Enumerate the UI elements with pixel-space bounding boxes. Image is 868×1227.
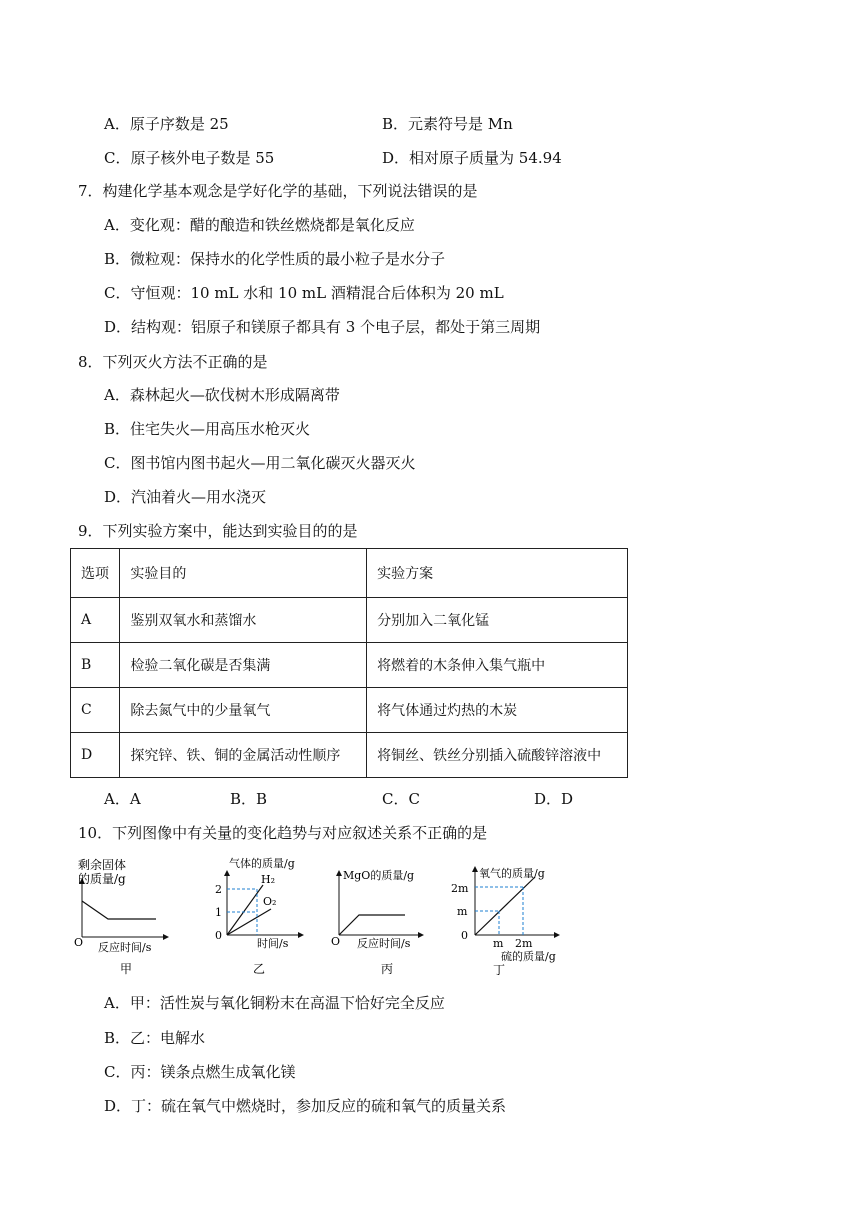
- q6-option-b: B．元素符号是 Mn: [382, 115, 513, 133]
- q7-stem: 7．构建化学基本观念是学好化学的基础，下列说法错误的是: [78, 182, 478, 200]
- table-cell: 分别加入二氧化锰: [367, 598, 628, 643]
- graph-ding-xlabel: 硫的质量/g: [501, 950, 556, 963]
- table-header-row: [71, 549, 628, 598]
- graph-yi-line-o2: O₂: [263, 895, 277, 908]
- q10-stem: 10．下列图像中有关量的变化趋势与对应叙述关系不正确的是: [78, 824, 488, 842]
- graph-yi-origin: 0: [215, 929, 222, 942]
- table-row: [71, 733, 628, 778]
- graph-jia: [68, 855, 178, 980]
- graph-yi-tick-2: 2: [215, 883, 222, 896]
- q10-option-d: D．丁：硫在氧气中燃烧时，参加反应的硫和氧气的质量关系: [104, 1097, 507, 1115]
- table-cell: 将气体通过灼热的木炭: [367, 688, 628, 733]
- table-cell: A: [71, 598, 120, 643]
- table-cell: 鉴别双氧水和蒸馏水: [120, 598, 367, 643]
- graph-jia-ylabel1: 剩余固体: [78, 858, 127, 872]
- table-header-cell: 选项: [71, 549, 120, 598]
- table-cell: 探究锌、铁、铜的金属活动性顺序: [120, 733, 367, 778]
- table-row: [71, 598, 628, 643]
- graph-jia-origin: O: [74, 936, 84, 949]
- graph-yi-ylabel: 气体的质量/g: [229, 857, 295, 870]
- table-row: [71, 688, 628, 733]
- graph-bing-caption: 丙: [381, 962, 394, 976]
- q6-option-d: D．相对原子质量为 54.94: [382, 149, 562, 167]
- q8-option-a: A．森林起火—砍伐树木形成隔离带: [104, 386, 340, 404]
- q10-option-c: C．丙：镁条点燃生成氧化镁: [104, 1063, 296, 1081]
- experiment-table: [70, 548, 628, 778]
- q8-option-c: C．图书馆内图书起火—用二氧化碳灭火器灭火: [104, 454, 416, 472]
- graph-bing-ylabel: MgO的质量/g: [343, 869, 415, 882]
- graph-yi-xlabel: 时间/s: [257, 937, 289, 950]
- q9-option-a: A．A: [104, 790, 141, 808]
- table-cell: 除去氮气中的少量氧气: [120, 688, 367, 733]
- q9-option-b: B．B: [230, 790, 268, 808]
- table-cell: C: [71, 688, 120, 733]
- graph-bing-xlabel: 反应时间/s: [357, 937, 411, 950]
- graph-ding-origin: 0: [461, 929, 468, 942]
- table-cell: 将燃着的木条伸入集气瓶中: [367, 643, 628, 688]
- table-row: [71, 643, 628, 688]
- q9-option-d: D．D: [534, 790, 574, 808]
- graph-ding-caption: 丁: [493, 963, 506, 977]
- q10-option-a: A．甲：活性炭与氧化铜粉末在高温下恰好完全反应: [104, 994, 445, 1012]
- graph-yi: [205, 853, 315, 980]
- graph-ding: [445, 853, 570, 980]
- q9-stem: 9．下列实验方案中，能达到实验目的的是: [78, 522, 358, 540]
- graph-jia-xlabel: 反应时间/s: [98, 941, 152, 954]
- table-header-cell: 实验目的: [120, 549, 367, 598]
- q8-option-b: B．住宅失火—用高压水枪灭火: [104, 420, 311, 438]
- graph-ding-tick-2m: 2m: [451, 882, 469, 895]
- q6-option-a: A．原子序数是 25: [104, 115, 229, 133]
- q7-option-a: A．变化观：醋的酿造和铁丝燃烧都是氧化反应: [104, 216, 415, 234]
- table-cell: 将铜丝、铁丝分别插入硫酸锌溶液中: [367, 733, 628, 778]
- graph-yi-line-h2: H₂: [261, 873, 276, 886]
- q7-option-c: C．守恒观：10 mL 水和 10 mL 酒精混合后体积为 20 mL: [104, 284, 504, 302]
- q7-option-d: D．结构观：铝原子和镁原子都具有 3 个电子层，都处于第三周期: [104, 318, 541, 336]
- q8-stem: 8．下列灭火方法不正确的是: [78, 353, 268, 371]
- graph-yi-tick-1: 1: [215, 906, 222, 919]
- table-cell: B: [71, 643, 120, 688]
- q10-option-b: B．乙：电解水: [104, 1029, 206, 1047]
- graph-ding-ylabel: 氧气的质量/g: [479, 867, 545, 880]
- graph-yi-caption: 乙: [253, 962, 266, 976]
- table-cell: 检验二氧化碳是否集满: [120, 643, 367, 688]
- graph-jia-ylabel2: 的质量/g: [78, 872, 126, 886]
- graph-bing-origin: O: [331, 935, 341, 948]
- graph-ding-xtick-2m: 2m: [515, 937, 533, 950]
- graph-bing: [325, 855, 435, 980]
- table-header-cell: 实验方案: [367, 549, 628, 598]
- q8-option-d: D．汽油着火—用水浇灭: [104, 488, 267, 506]
- graph-jia-caption: 甲: [120, 962, 133, 976]
- graph-ding-xtick-m: m: [493, 937, 504, 950]
- q6-option-c: C．原子核外电子数是 55: [104, 149, 275, 167]
- graph-ding-tick-m: m: [457, 905, 468, 918]
- table-cell: D: [71, 733, 120, 778]
- q7-option-b: B．微粒观：保持水的化学性质的最小粒子是水分子: [104, 250, 446, 268]
- q9-option-c: C．C: [382, 790, 420, 808]
